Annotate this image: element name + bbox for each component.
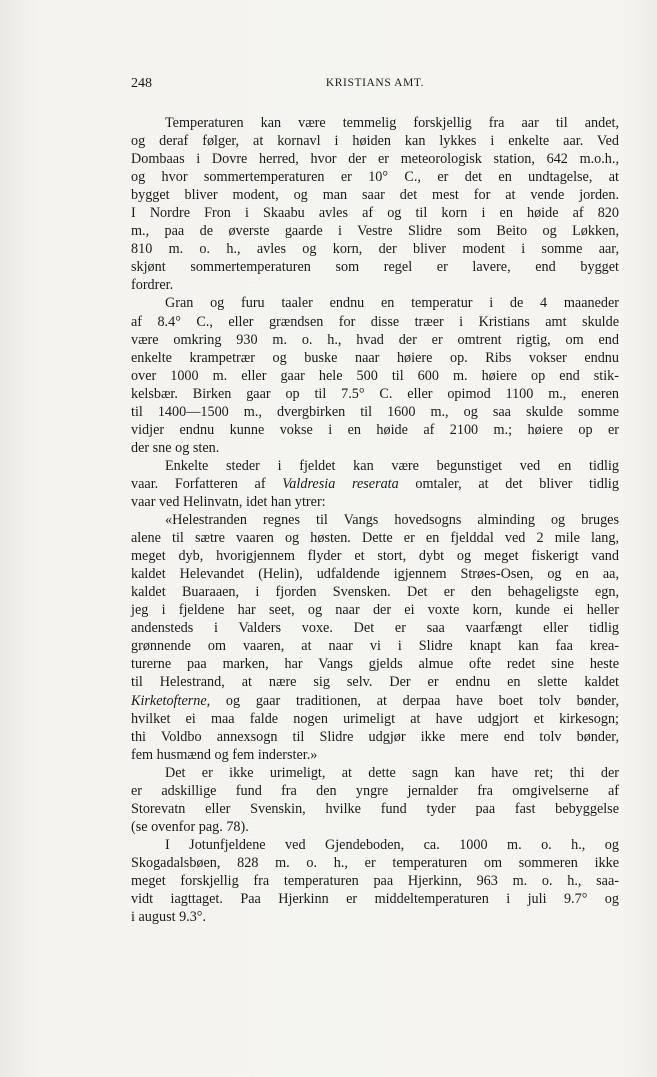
paragraph-legend xyxy=(131,764,619,836)
text-line: andensteds i Valders voxe. Det er saa vaarfængt eller tidlig xyxy=(131,620,619,637)
paragraph-trees xyxy=(131,294,619,456)
text-line: «Helestranden regnes til Vangs hovedsogns alminding og bruges xyxy=(165,512,619,529)
text-line: thi Voldbo annexsogn til Slidre udgjør ikke mere end tolv bønder, xyxy=(131,728,619,745)
text-line: jeg i fjeldene har seet, og naar der ei voxte korn, kunde ei heller xyxy=(131,602,619,619)
text-line: i august 9.3°. xyxy=(131,909,207,926)
text-line: bygget bliver modent, og man saar det mest for at vende jorden. xyxy=(131,187,619,204)
text-line-with-italic: vaar. Forfatteren af Valdresia reserata omtaler, at det bliver tidlig xyxy=(131,475,619,492)
text-line: turerne paa marken, har Vangs gjelds almue ofte redet sine heste xyxy=(131,656,619,673)
text-line: fordrer. xyxy=(131,277,174,294)
text-line: er adskillige fund fra den yngre jernalder fra omgivelserne af xyxy=(131,782,619,799)
text-line: fem husmænd og fem inderster.» xyxy=(131,746,318,763)
text-line: I Nordre Fron i Skaabu avles af og til korn i en høide af 820 xyxy=(131,205,619,222)
text-line: (se ovenfor pag. 78). xyxy=(131,818,249,835)
paragraph-quote xyxy=(131,511,619,764)
running-title: KRISTIANS AMT. xyxy=(325,77,425,89)
text-line: hvilket ei maa falde nogen urimeligt at have udgjort et kirkesogn; xyxy=(131,710,619,727)
text-line: Storevatn eller Svenskin, hvilke fund tyder paa fast bebyggelse xyxy=(131,800,619,817)
text-line: I Jotunfjeldene ved Gjendeboden, ca. 1000 m. o. h., og xyxy=(165,836,619,853)
text-line: vidt iagttaget. Paa Hjerkinn er middeltemperaturen i juli 9.7° og xyxy=(131,891,619,908)
text-line: meget forskjellig fra temperaturen paa Hjerkinn, 963 m. o. h., saa- xyxy=(131,872,619,889)
text-line: enkelte krampetrær og buske naar høiere op. Ribs vokser endnu xyxy=(131,349,619,366)
text-line: over 1000 m. eller gaar hele 500 til 600 m. høiere op end stik- xyxy=(131,367,619,384)
text-line: Dombaas i Dovre herred, hvor der er meteorologisk station, 642 m.o.h., xyxy=(131,151,619,168)
text-line: være omkring 930 m. o. h., hvad der er omtrent rigtig, om end xyxy=(131,331,619,348)
text-line: vaar ved Helinvatn, idet han ytrer: xyxy=(131,493,326,510)
text-line: grønnende om vaaren, at naar vi i Slidre knapt kan faa krea- xyxy=(131,638,619,655)
text-line: m., paa de øverste gaarde i Vestre Slidre som Beito og Løkken, xyxy=(131,223,619,240)
italic-place-name: Kirketofterne xyxy=(131,692,207,709)
text-line: 810 m. o. h., avles og korn, der bliver modent i somme aar, xyxy=(131,241,619,258)
text-line: kaldet Buaraaen, i fjorden Svensken. Det er den behageligste egn, xyxy=(131,584,619,601)
text-line: til Helestrand, at nære sig selv. Der er endnu en slette kaldet xyxy=(131,674,619,691)
text-line: og deraf følger, at kornavl i høiden kan lykkes i enkelte aar. Ved xyxy=(131,133,619,150)
text-line: og hvor sommertemperaturen er 10° C., er det en undtagelse, at xyxy=(131,169,619,186)
text-line: Skogadalsbøen, 828 m. o. h., er temperaturen om sommeren ikke xyxy=(131,854,619,871)
italic-book-title: Valdresia reserata xyxy=(282,475,399,492)
paragraph-jotunfjeldene xyxy=(131,836,619,926)
page-number: 248 xyxy=(131,76,152,91)
paragraph-temperature xyxy=(131,114,619,294)
text-line-with-italic: Kirketofterne, og gaar traditionen, at derpaa have boet tolv bønder, xyxy=(131,692,619,709)
text-line: der sne og sten. xyxy=(131,439,220,456)
text-line: skjønt sommertemperaturen som regel er lavere, end bygget xyxy=(131,259,619,276)
text-line: meget dyb, hvorigjennem flyder et stort, dybt og meget fiskerigt vand xyxy=(131,548,619,565)
text-line: kaldet Helevandet (Helin), udfaldende igjennem Strøes-Osen, og en aa, xyxy=(131,566,619,583)
text-line: af 8.4° C., eller grændsen for disse træer i Kristians amt skulde xyxy=(131,313,619,330)
text-line: Enkelte steder i fjeldet kan være begunstiget ved en tidlig xyxy=(165,457,619,474)
text-line: Temperaturen kan være temmelig forskjellig fra aar til andet, xyxy=(165,115,619,131)
paragraph-early-spring xyxy=(131,457,619,511)
text-line: til 1400—1500 m., dvergbirken til 1600 m., og saa skulde somme xyxy=(131,403,619,420)
text-line: vidjer endnu kunne vokse i en høide af 2100 m.; høiere op er xyxy=(131,421,619,438)
text-line: alene til sætre vaaren og høsten. Dette er en fjelddal ved 2 mile lang, xyxy=(131,530,619,547)
page-header xyxy=(131,76,619,98)
body-text xyxy=(131,114,619,926)
text-line: Gran og furu taaler endnu en temperatur i de 4 maaneder xyxy=(165,295,619,312)
text-line: kelsbær. Birken gaar op til 7.5° C. eller opimod 1100 m., eneren xyxy=(131,385,619,402)
text-line: Det er ikke urimeligt, at dette sagn kan have ret; thi der xyxy=(165,764,619,781)
